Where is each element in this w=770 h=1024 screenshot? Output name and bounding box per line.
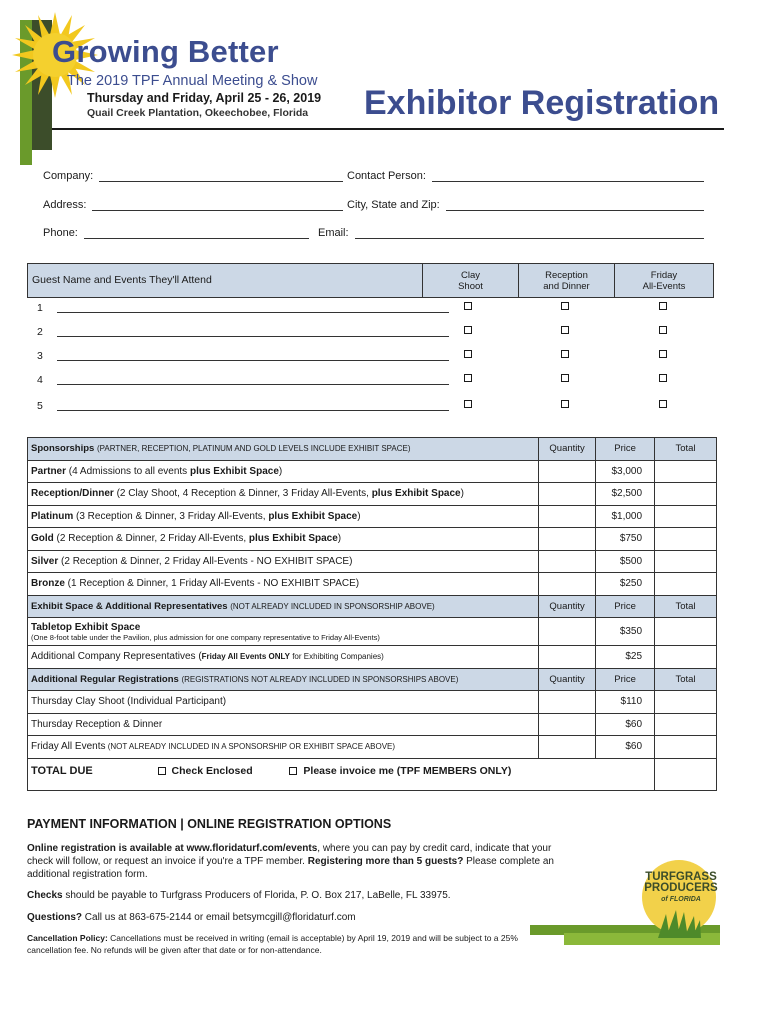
checks-paragraph	[27, 889, 587, 902]
guest-row-number: 1	[37, 302, 43, 314]
total-cell[interactable]	[655, 713, 717, 736]
sponsorship-reception-dinner	[28, 483, 539, 506]
city-state-zip-input-line[interactable]	[446, 200, 704, 211]
check-enclosed-option[interactable]	[158, 765, 253, 777]
quantity-cell[interactable]	[539, 691, 596, 714]
table-row	[28, 736, 717, 759]
item-tail: )	[460, 488, 464, 500]
col-friday	[614, 264, 713, 297]
guest-row	[27, 322, 714, 345]
company-field[interactable]	[43, 170, 343, 182]
item-extra: plus Exhibit Space	[189, 465, 279, 477]
total-due-row	[28, 758, 717, 790]
total-due-options	[28, 758, 655, 790]
total-cell[interactable]	[655, 505, 717, 528]
item-desc: (2 Reception & Dinner, 2 Friday All-Events,	[53, 533, 249, 545]
contact-person-label: Contact Person:	[347, 170, 426, 182]
title-rule	[52, 128, 724, 130]
item-desc: (3 Reception & Dinner, 3 Friday All-Events,	[73, 510, 269, 522]
price-cell: $500	[596, 550, 655, 573]
reception-checkbox[interactable]	[561, 326, 569, 334]
tpf-logo	[636, 860, 718, 940]
total-cell[interactable]	[655, 691, 717, 714]
guest-name-line[interactable]	[57, 384, 449, 385]
guest-row-number: 3	[37, 350, 43, 362]
price-header: Price	[596, 595, 655, 618]
regular-label: Additional Regular Registrations	[31, 673, 179, 685]
phone-label: Phone:	[43, 227, 78, 239]
clay-shoot-checkbox[interactable]	[464, 302, 472, 310]
col-reception-line2: and Dinner	[543, 280, 590, 292]
sponsorships-label: Sponsorships	[31, 443, 95, 455]
price-cell: $250	[596, 573, 655, 596]
total-cell[interactable]	[655, 646, 717, 669]
clay-shoot-checkbox[interactable]	[464, 400, 472, 408]
exhibit-header	[28, 595, 539, 618]
table-row	[28, 460, 717, 483]
event-dates: Thursday and Friday, April 25 - 26, 2019	[87, 91, 322, 105]
table-row	[28, 713, 717, 736]
item-name: Friday All Events	[31, 741, 106, 753]
item-name: Partner	[31, 465, 67, 477]
online-bold2: Registering more than 5 guests?	[307, 856, 464, 867]
email-field[interactable]	[318, 227, 704, 239]
price-cell: $750	[596, 528, 655, 551]
sponsorship-partner	[28, 460, 539, 483]
total-header: Total	[655, 595, 717, 618]
form-title: Exhibitor Registration	[364, 84, 720, 122]
quantity-cell[interactable]	[539, 646, 596, 669]
item-name: Bronze	[31, 578, 65, 590]
regular-note: (REGISTRATIONS NOT ALREADY INCLUDED IN SPONSORSHIPS ABOVE)	[181, 674, 459, 684]
checks-bold: Checks	[27, 890, 63, 901]
quantity-header: Quantity	[539, 668, 596, 691]
friday-checkbox[interactable]	[659, 350, 667, 358]
friday-checkbox[interactable]	[659, 400, 667, 408]
event-subtitle: The 2019 TPF Annual Meeting & Show	[67, 73, 318, 89]
check-enclosed-checkbox[interactable]	[158, 767, 166, 775]
item-tail: for Exhibiting Companies)	[289, 652, 384, 662]
online-rest: , where you can pay by credit card, indicate that your check will follow, or request an invoice if you're a TPF member.	[27, 843, 552, 867]
price-cell: $60	[596, 736, 655, 759]
invoice-option[interactable]	[289, 765, 511, 777]
item-desc: (1 Reception & Dinner, 1 Friday All-Events - NO EXHIBIT SPACE)	[64, 578, 360, 590]
address-field[interactable]	[43, 199, 343, 211]
col-reception-line1: Reception	[545, 269, 588, 281]
quantity-cell[interactable]	[539, 460, 596, 483]
sponsorship-platinum	[28, 505, 539, 528]
quantity-header: Quantity	[539, 595, 596, 618]
guest-row-number: 5	[37, 400, 43, 412]
price-cell: $3,000	[596, 460, 655, 483]
quantity-cell[interactable]	[539, 483, 596, 506]
total-due-label: TOTAL DUE	[31, 764, 93, 777]
price-cell: $350	[596, 618, 655, 646]
exhibit-note: (NOT ALREADY INCLUDED IN SPONSORSHIP ABOVE)	[230, 601, 435, 611]
item-extra: plus Exhibit Space	[268, 510, 358, 522]
clay-shoot-item: Thursday Clay Shoot (Individual Participant)	[28, 691, 539, 714]
exhibit-header-row	[28, 595, 717, 618]
reception-item: Thursday Reception & Dinner	[28, 713, 539, 736]
col-reception	[518, 264, 614, 297]
item-tail: )	[337, 533, 342, 545]
online-rest2: Please complete an additional registration form.	[27, 856, 554, 880]
table-row	[28, 691, 717, 714]
total-due-cell[interactable]	[655, 758, 717, 790]
company-input-line[interactable]	[99, 171, 343, 182]
col-clay-shoot	[422, 264, 518, 297]
total-cell[interactable]	[655, 483, 717, 506]
clay-shoot-checkbox[interactable]	[464, 350, 472, 358]
regular-header	[28, 668, 539, 691]
guest-row	[27, 370, 714, 393]
contact-person-field[interactable]	[347, 170, 704, 182]
clay-shoot-checkbox[interactable]	[464, 374, 472, 382]
item-desc: Additional Company Representatives (	[31, 651, 202, 663]
quantity-cell[interactable]	[539, 713, 596, 736]
guest-header-label: Guest Name and Events They'll Attend	[32, 274, 212, 286]
price-header: Price	[596, 668, 655, 691]
quantity-cell[interactable]	[539, 550, 596, 573]
phone-input-line[interactable]	[84, 228, 309, 239]
questions-paragraph	[27, 911, 587, 924]
cancel-rest: Cancellations must be received in writing (email is acceptable) by April 19, 2019 and will be subject to a 25% cancellation fee. No refunds will be given after that date or for non-attendance.	[27, 933, 518, 955]
item-tail: )	[278, 465, 283, 477]
tabletop-exhibit	[28, 618, 539, 646]
price-header: Price	[596, 438, 655, 461]
online-registration-paragraph	[27, 842, 567, 881]
logo-text	[636, 872, 726, 905]
item-extra: plus Exhibit Space	[248, 533, 338, 545]
price-cell: $60	[596, 713, 655, 736]
item-desc: (2 Clay Shoot, 4 Reception & Dinner, 3 Friday All-Events,	[113, 488, 372, 500]
item-tail: )	[357, 510, 361, 522]
table-row	[28, 646, 717, 669]
sponsorships-header	[28, 438, 539, 461]
contact-person-input-line[interactable]	[432, 171, 704, 182]
sponsorships-note: (PARTNER, RECEPTION, PLATINUM AND GOLD LEVELS INCLUDE EXHIBIT SPACE)	[96, 444, 411, 454]
regular-header-row	[28, 668, 717, 691]
online-bold: Online registration is available at www.floridaturf.com/events	[27, 843, 318, 854]
guest-name-line[interactable]	[57, 360, 449, 361]
sponsorship-gold	[28, 528, 539, 551]
guest-row	[27, 298, 714, 321]
reception-checkbox[interactable]	[561, 374, 569, 382]
col-friday-line2: All-Events	[642, 280, 686, 292]
company-label: Company:	[43, 170, 94, 182]
cancel-bold: Cancellation Policy:	[27, 933, 108, 943]
guest-table-header	[27, 263, 714, 298]
guest-name-line[interactable]	[57, 336, 449, 337]
friday-checkbox[interactable]	[659, 374, 667, 382]
pricing-table	[27, 437, 717, 791]
invoice-label: Please invoice me (TPF MEMBERS ONLY)	[303, 764, 512, 777]
table-row	[28, 550, 717, 573]
sponsorships-header-row	[28, 438, 717, 461]
cancellation-paragraph	[27, 932, 527, 956]
quantity-cell[interactable]	[539, 618, 596, 646]
item-extra: plus Exhibit Space	[371, 488, 461, 500]
total-cell[interactable]	[655, 460, 717, 483]
city-state-zip-label: City, State and Zip:	[347, 199, 440, 211]
clay-shoot-checkbox[interactable]	[464, 326, 472, 334]
price-cell: $1,000	[596, 505, 655, 528]
table-row	[28, 505, 717, 528]
item-name: Gold	[31, 533, 54, 545]
guest-row-number: 4	[37, 374, 43, 386]
logo-line1: TURFGRASS	[645, 871, 717, 883]
total-cell[interactable]	[655, 618, 717, 646]
total-cell[interactable]	[655, 550, 717, 573]
price-cell: $110	[596, 691, 655, 714]
checks-rest: should be payable to Turfgrass Producers of Florida, P. O. Box 217, LaBelle, FL 33975.	[62, 890, 451, 901]
city-state-zip-field[interactable]	[347, 199, 704, 211]
total-cell[interactable]	[655, 573, 717, 596]
guest-name-line[interactable]	[57, 410, 449, 411]
invoice-checkbox[interactable]	[289, 767, 297, 775]
total-header: Total	[655, 438, 717, 461]
payment-heading: PAYMENT INFORMATION | ONLINE REGISTRATION OPTIONS	[27, 817, 392, 831]
item-extra: Friday All Events ONLY	[201, 652, 290, 662]
event-title: Growing Better	[52, 34, 279, 69]
additional-reps	[28, 646, 539, 669]
col-clay-line2: Shoot	[458, 280, 483, 292]
quantity-cell[interactable]	[539, 736, 596, 759]
logo-line2: PRODUCERS	[644, 882, 718, 894]
logo-line3: of FLORIDA	[661, 896, 701, 903]
guest-row	[27, 346, 714, 369]
item-desc: (4 Admissions to all events	[66, 465, 190, 477]
quantity-cell[interactable]	[539, 505, 596, 528]
questions-bold: Questions?	[27, 912, 83, 923]
item-name: Silver	[31, 555, 59, 567]
price-cell: $25	[596, 646, 655, 669]
friday-checkbox[interactable]	[659, 326, 667, 334]
guest-row	[27, 396, 714, 419]
phone-field[interactable]	[43, 227, 309, 239]
item-name: Tabletop Exhibit Space	[31, 621, 141, 633]
item-name: Reception/Dinner	[31, 488, 114, 500]
col-friday-line1: Friday	[650, 269, 678, 281]
guest-name-line[interactable]	[57, 312, 449, 313]
price-cell: $2,500	[596, 483, 655, 506]
item-name: Platinum	[31, 510, 74, 522]
quantity-header: Quantity	[539, 438, 596, 461]
address-input-line[interactable]	[92, 200, 343, 211]
email-label: Email:	[318, 227, 349, 239]
total-header: Total	[655, 668, 717, 691]
exhibit-label: Exhibit Space & Additional Representatives	[31, 600, 228, 612]
table-row	[28, 573, 717, 596]
col-clay-line1: Clay	[460, 269, 480, 281]
friday-all-item	[28, 736, 539, 759]
check-enclosed-label: Check Enclosed	[171, 764, 253, 777]
quantity-cell[interactable]	[539, 573, 596, 596]
sponsorship-bronze	[28, 573, 539, 596]
total-cell[interactable]	[655, 528, 717, 551]
table-row	[28, 618, 717, 646]
reception-checkbox[interactable]	[561, 400, 569, 408]
friday-checkbox[interactable]	[659, 302, 667, 310]
total-cell[interactable]	[655, 736, 717, 759]
sponsorship-silver	[28, 550, 539, 573]
guest-row-number: 2	[37, 326, 43, 338]
event-venue: Quail Creek Plantation, Okeechobee, Florida	[87, 107, 309, 119]
grass-icon	[656, 908, 702, 938]
quantity-cell[interactable]	[539, 528, 596, 551]
item-desc: (NOT ALREADY INCLUDED IN A SPONSORSHIP OR EXHIBIT SPACE ABOVE)	[105, 742, 396, 752]
item-desc: (2 Reception & Dinner, 2 Friday All-Events - NO EXHIBIT SPACE)	[58, 555, 353, 567]
item-desc: (One 8-foot table under the Pavilion, plus admission for one company representative to Friday All-Events)	[31, 632, 380, 642]
reception-checkbox[interactable]	[561, 350, 569, 358]
email-input-line[interactable]	[355, 228, 704, 239]
address-label: Address:	[43, 199, 87, 211]
questions-rest: Call us at 863-675-2144 or email betsymcgill@floridaturf.com	[82, 912, 356, 923]
reception-checkbox[interactable]	[561, 302, 569, 310]
table-row	[28, 528, 717, 551]
table-row	[28, 483, 717, 506]
